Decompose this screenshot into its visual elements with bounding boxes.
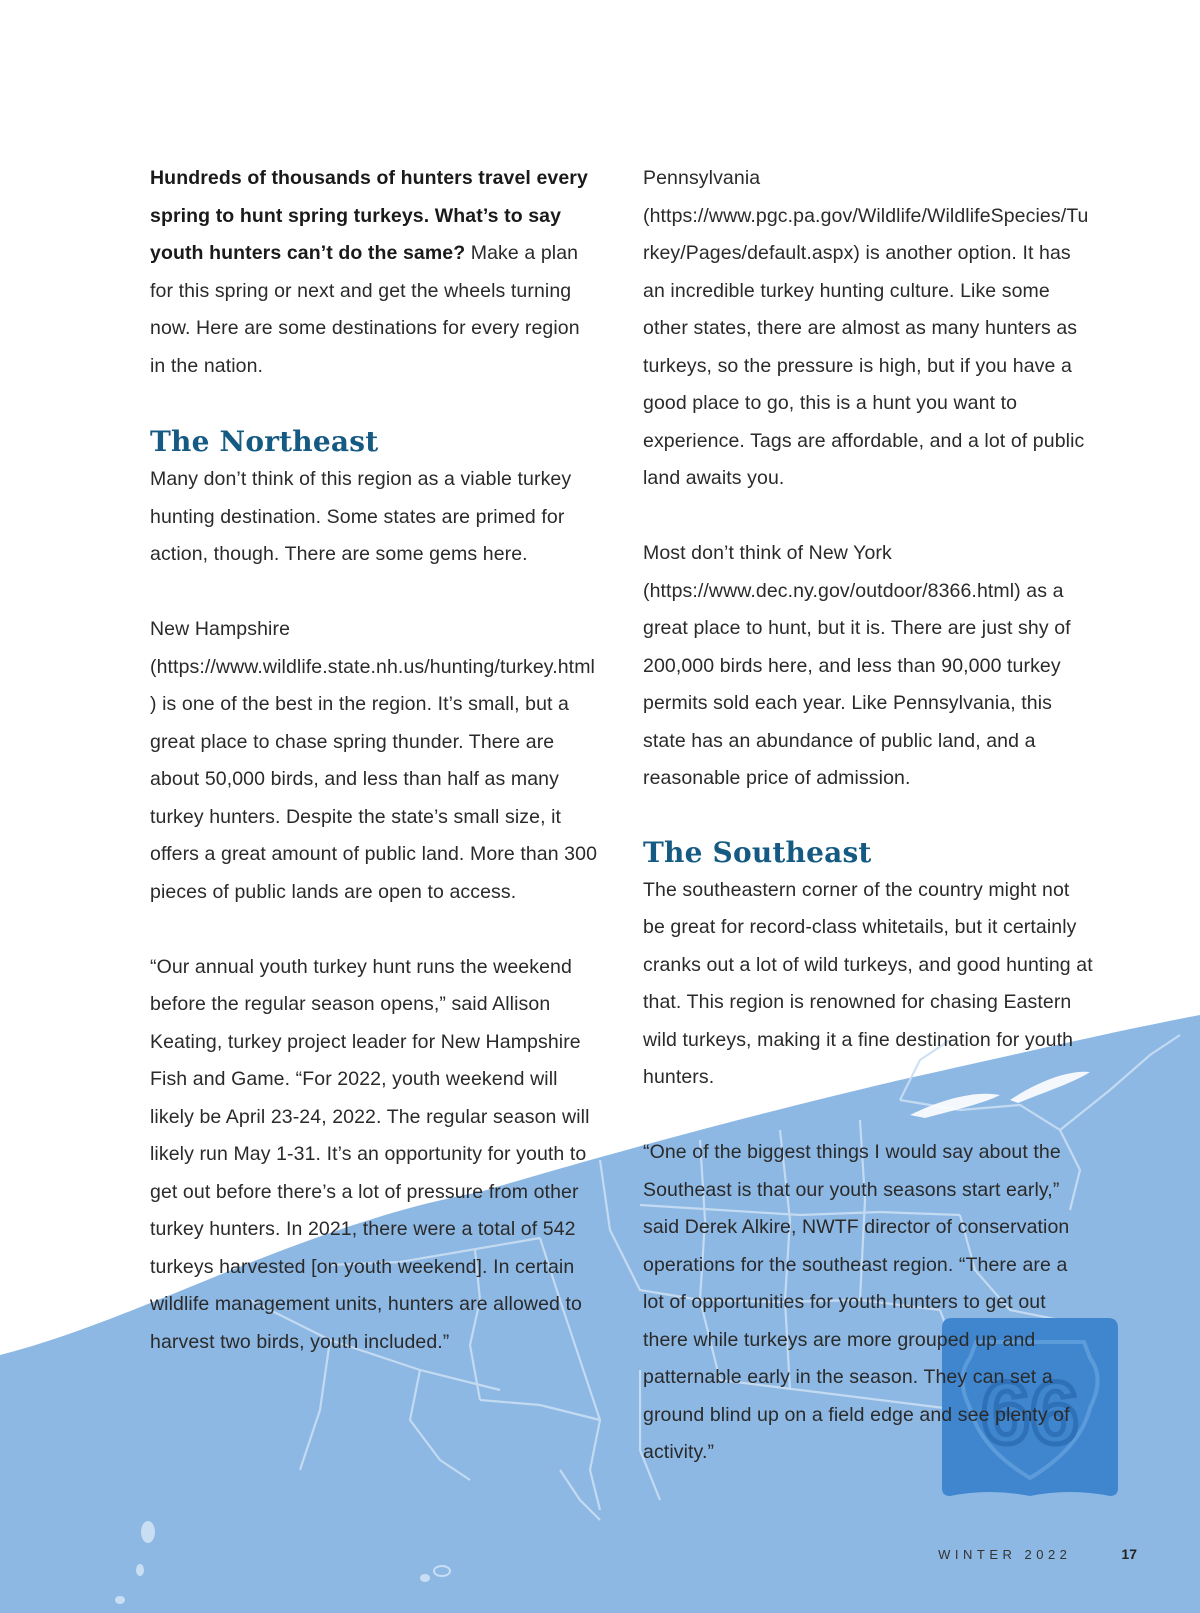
intro-lead: Hundreds of thousands of hunters travel every spring to hunt spring turkeys. What’s to say youth hunters can’t do the same? xyxy=(150,167,588,264)
left-column xyxy=(150,160,600,1361)
page-footer xyxy=(938,1546,1137,1562)
southeast-paragraph-2: “One of the biggest things I would say about the Southeast is that our youth seasons start early,” said Derek Alkire, NWTF director of conservation operations for the southeast region. “There are a lot of opportunities for youth hunters to get out there while turkeys are more grouped up and patternable early in the season. They can set a ground blind up on a field edge and see plenty of activity.” xyxy=(643,1141,1070,1463)
heading-northeast: The Northeast xyxy=(150,425,379,458)
southeast-paragraph-1: The southeastern corner of the country might not be great for record-class whitetails, but it certainly cranks out a lot of wild turkeys, and good hunting at that. This region is renowned for chasing Eastern wild turkeys, making it a fine destination for youth hunters. xyxy=(643,878,1093,1088)
newyork-paragraph: Most don’t think of New York (https://www.dec.ny.gov/outdoor/8366.html) as a great place to hunt, but it is. There are just shy of 200,000 birds here, and less than 90,000 turkey permits sold each year. Like Pennsylvania, this state has an abundance of public land, and a reasonable price of admission. xyxy=(643,542,1071,789)
intro-rest: Make a plan for this spring or next and get the wheels turning now. Here are some destinations for every region in the nation. xyxy=(150,242,580,377)
heading-southeast: The Southeast xyxy=(643,835,872,869)
right-column xyxy=(643,160,1093,1472)
route-66-number: 66 xyxy=(981,1363,1079,1462)
intro-paragraph xyxy=(150,160,600,385)
northeast-paragraph-3: “Our annual youth turkey hunt runs the weekend before the regular season opens,” said Allison Keating, turkey project leader for New Hampshire Fish and Game. “For 2022, youth weekend will likely be April 23-24, 2022. The regular season will likely run May 1-31. It’s an opportunity for youth to get out before there’s a lot of pressure from other turkey hunters. In 2021, there were a total of 542 turkeys harvested [on youth weekend]. In certain wildlife management units, hunters are allowed to harvest two birds, youth included.” xyxy=(150,955,590,1353)
pennsylvania-paragraph: Pennsylvania (https://www.pgc.pa.gov/Wildlife/WildlifeSpecies/Turkey/Pages/default.aspx) is another option. It has an incredible turkey hunting culture. Like some other states, there are almost as many hunters as turkeys, so the pressure is high, but if you have a good place to go, this is a hunt you want to experience. Tags are affordable, and a lot of public land awaits you. xyxy=(643,167,1089,489)
issue-label: WINTER 2022 xyxy=(938,1546,1072,1562)
northeast-paragraph-1: Many don’t think of this region as a viable turkey hunting destination. Some states are primed for action, though. There are some gems here. xyxy=(150,468,572,565)
page-number: 17 xyxy=(1121,1546,1137,1562)
northeast-paragraph-2: New Hampshire (https://www.wildlife.state.nh.us/hunting/turkey.html) is one of the best in the region. It’s small, but a great place to chase spring thunder. There are about 50,000 birds, and less than half as many turkey hunters. Despite the state’s small size, it offers a great amount of public land. More than 300 pieces of public lands are open to access. xyxy=(150,618,598,903)
